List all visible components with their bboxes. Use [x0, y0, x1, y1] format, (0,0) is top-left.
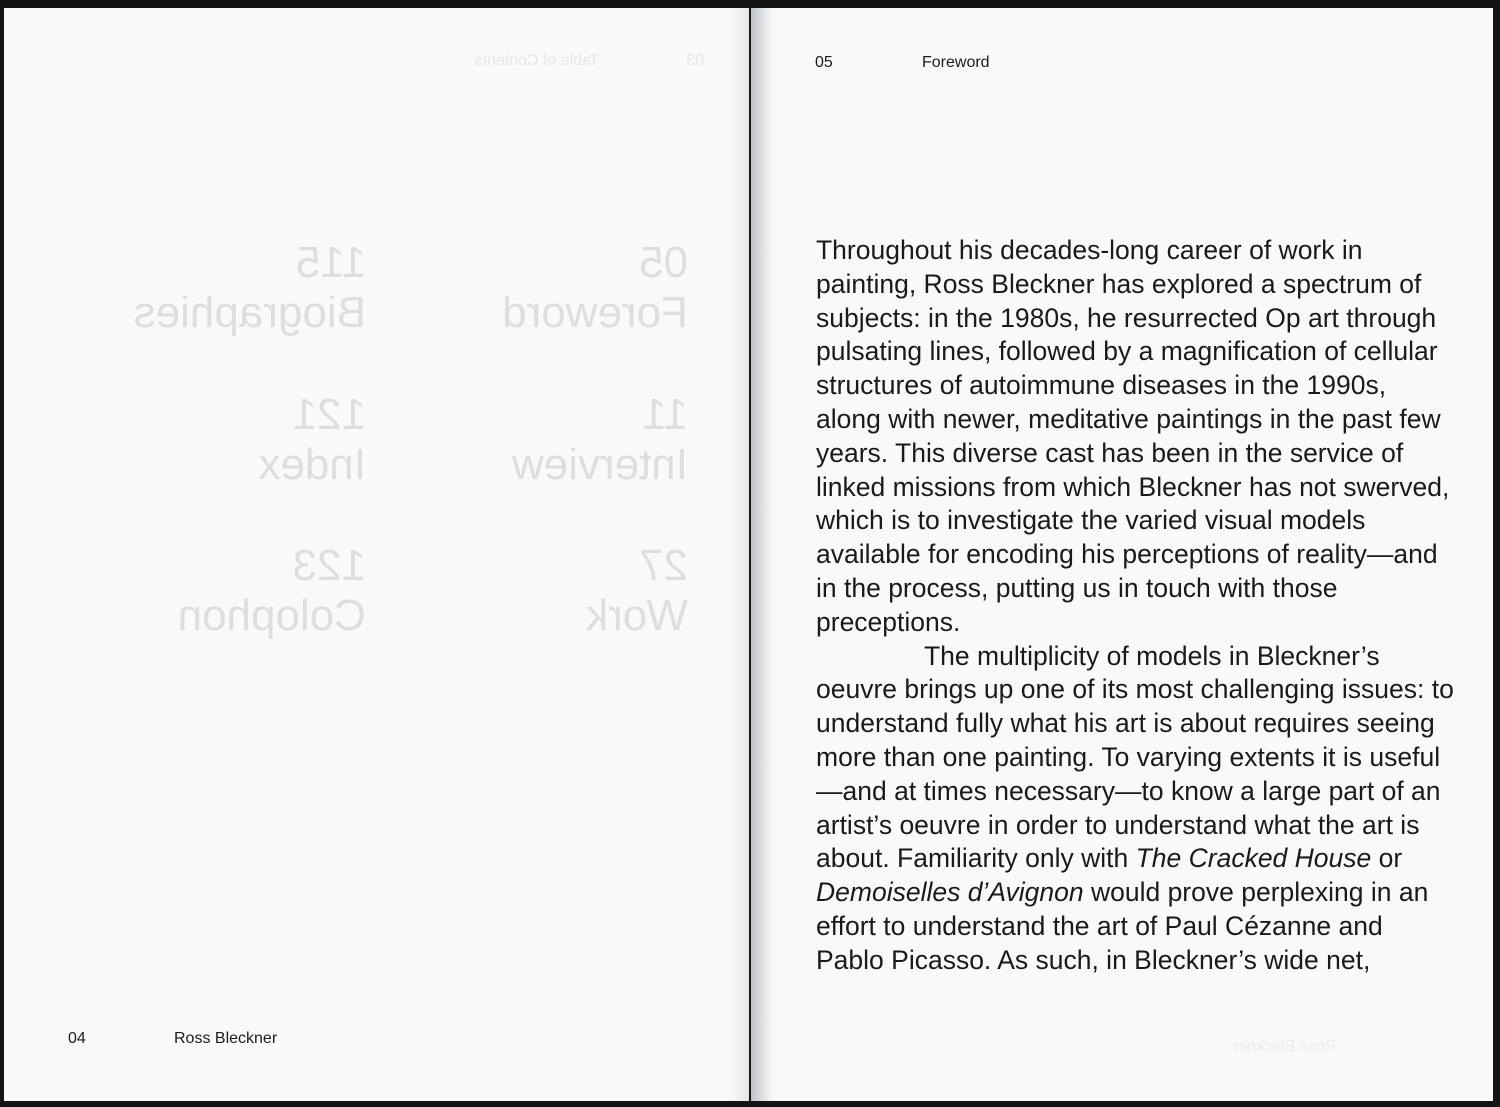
paragraph-2 [816, 640, 1456, 978]
toc-title: Interview [511, 440, 688, 489]
paragraph-2-text: or [1371, 843, 1403, 874]
toc-entry-interview [428, 390, 688, 490]
toc-title: Work [586, 591, 688, 640]
toc-entry-index [106, 390, 366, 490]
paragraph-2-text: would prove perplexing in an effort to understand the art of Paul Cézanne and Pablo Picasso. As such, in Bleckner’s wide net, [816, 877, 1429, 975]
show-through-footer: Ross Bleckner [1232, 1038, 1336, 1055]
toc-title: Foreword [502, 288, 688, 337]
artwork-title: Demoiselles d’Avignon [816, 877, 1084, 908]
left-running-title: Ross Bleckner [174, 1030, 278, 1047]
toc-title: Index [258, 440, 366, 489]
toc-number: 115 [295, 238, 366, 287]
right-folio-number: 05 [815, 54, 833, 71]
artwork-title: The Cracked House [1135, 843, 1372, 874]
toc-number: 121 [292, 390, 366, 439]
toc-title: Colophon [177, 591, 366, 640]
right-page [751, 8, 1493, 1101]
right-running-title: Foreword [922, 54, 990, 71]
toc-number: 05 [639, 238, 688, 287]
toc-number: 27 [639, 541, 688, 590]
toc-entry-colophon [106, 541, 366, 641]
foreword-body [816, 234, 1456, 978]
left-page [4, 8, 749, 1101]
toc-entry-work [428, 541, 688, 641]
gutter-shadow [731, 8, 749, 1101]
toc-number: 11 [642, 390, 688, 439]
left-folio-number: 04 [68, 1030, 86, 1047]
toc-title: Biographies [133, 288, 366, 337]
toc-entry-foreword [428, 238, 688, 338]
toc-entry-biographies [106, 238, 366, 338]
gutter-shadow [751, 8, 773, 1101]
paragraph-1: Throughout his decades-long career of work in painting, Ross Bleckner has explored a spectrum of subjects: in the 1980s, he resurrected Op art through pulsating lines, followed by a magnification of cellular structures of autoimmune diseases in the 1990s, along with newer, meditative paintings in the past few years. This diverse cast has been in the service of linked missions from which Bleckner has not swerved, which is to investigate the varied visual models available for encoding his perceptions of reality—and in the process, putting us in touch with those preceptions. [816, 235, 1450, 637]
show-through-header-label: Table of Contents [474, 52, 599, 69]
toc-number: 123 [292, 541, 366, 590]
show-through-header-number: 03 [686, 52, 704, 69]
paragraph-2-text: The multiplicity of models in Bleckner’s oeuvre brings up one of its most challenging issues: to understand fully what his art is about requires seeing more than one painting. To varying extents it is useful—and at times necessary—to know a large part of an artist’s oeuvre in order to understand what the art is about. Familiarity only with [816, 640, 1454, 874]
